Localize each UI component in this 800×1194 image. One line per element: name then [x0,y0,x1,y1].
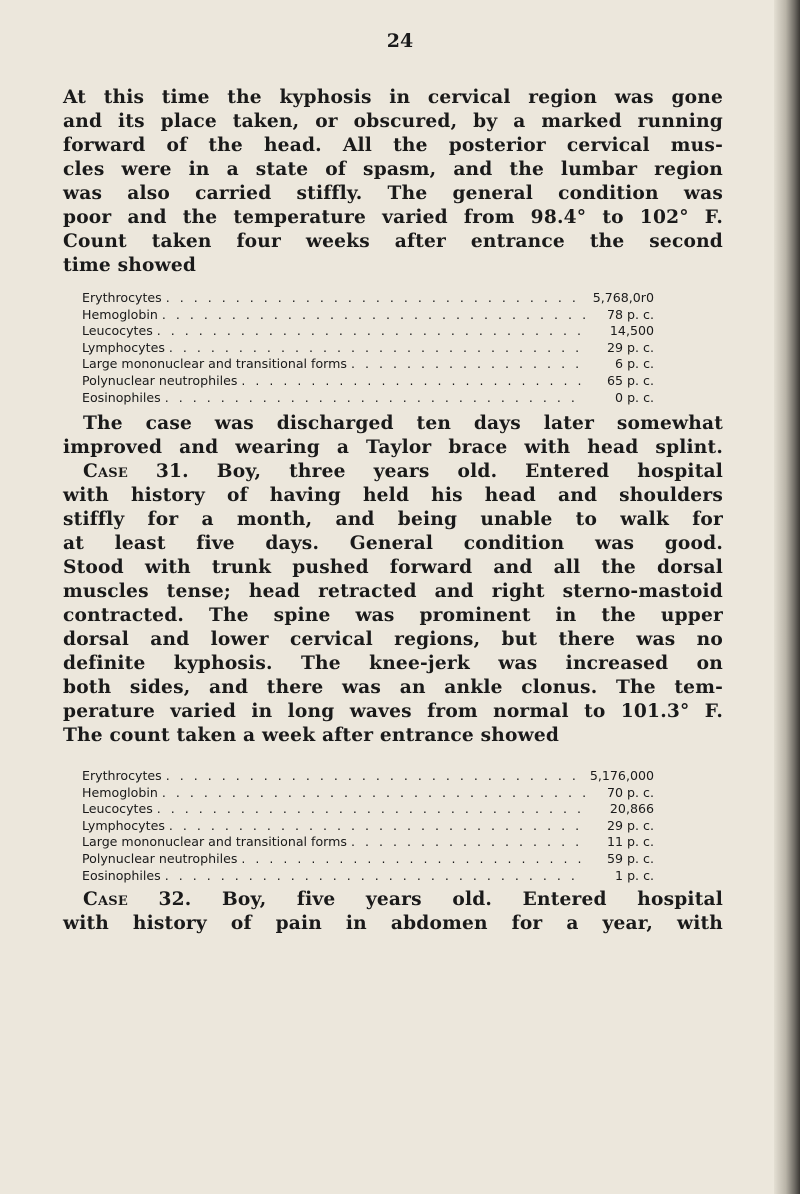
case-31-heading: Case 31. [83,461,189,482]
text-line: at least five days. General condition was good. [63,533,723,554]
row-label: Hemoglobin [82,784,158,800]
row-value: 11 p. c. [607,834,654,850]
row-value: 0 p. c. [615,389,654,405]
text-line: Boy, five years old. Entered hospital [221,889,723,910]
blood-count-table-1 [82,290,654,406]
table-row [82,801,654,818]
text-line: both sides, and there was an ankle clonus. The tem- [63,677,723,698]
case-32-first-line [63,888,723,912]
table-row [82,323,654,340]
case-31-first-line [63,460,723,484]
table-row [82,373,654,390]
leader-dots [347,834,586,851]
text-line: stiffly for a month, and being unable to walk for [63,509,723,530]
leader-dots [165,340,586,357]
row-value: 59 p. c. [607,850,654,866]
row-value: 5,768,0r0 [592,290,654,305]
blood-count-table-2 [82,768,654,884]
row-label: Erythrocytes [82,290,162,305]
table-row [82,834,654,851]
leader-dots [162,768,586,785]
row-label: Leucocytes [82,801,153,817]
text-line: perature varied in long waves from normal to 101.3° F. [63,701,723,722]
text-line: contracted. The spine was prominent in the upper [63,605,723,626]
row-value: 20,866 [609,801,654,817]
row-label: Erythrocytes [82,768,162,783]
text-line: poor and the temperature varied from 98.4° to 102° F. [63,207,723,228]
row-value: 14,500 [609,323,654,339]
table-row [82,390,654,407]
text-line: At this time the kyphosis in cervical region was gone [63,87,723,108]
row-label: Polynuclear neutrophiles [82,372,238,388]
row-label: Hemoglobin [82,306,158,322]
leader-dots [165,818,586,835]
text-line: Count taken four weeks after entrance the second [63,231,723,252]
row-value: 29 p. c. [607,339,654,355]
row-label: Leucocytes [82,323,153,339]
leader-dots [153,801,586,818]
leader-dots [161,390,586,407]
case-32-paragraph [63,888,723,936]
table-row [82,356,654,373]
row-value: 1 p. c. [615,867,654,883]
text-line: forward of the head. All the posterior cervical mus- [63,135,723,156]
paragraph-1 [63,86,723,278]
text-line: muscles tense; head retracted and right sterno-mastoid [63,581,723,602]
leader-dots [161,868,586,885]
table-row [82,818,654,835]
row-label: Eosinophiles [82,389,161,405]
row-value: 5,176,000 [589,768,654,783]
page-number: 24 [386,30,414,52]
text-line: and its place taken, or obscured, by a marked running [63,111,723,132]
row-label: Large mononuclear and transitional forms [82,356,347,372]
text-line: Boy, three years old. Entered hospital [216,461,723,482]
row-label: Lymphocytes [82,817,165,833]
table-row [82,768,654,785]
text-line: definite kyphosis. The knee-jerk was increased on [63,653,723,674]
case-32-heading: Case 32. [83,889,192,910]
text-line: The count taken a week after entrance showed [63,725,560,746]
row-value: 65 p. c. [607,372,654,388]
leader-dots [347,356,586,373]
leader-dots [153,323,586,340]
text-line: time showed [63,255,197,276]
row-value: 6 p. c. [615,356,654,372]
leader-dots [158,785,586,802]
row-value: 70 p. c. [607,784,654,800]
leader-dots [158,307,586,324]
text-line: dorsal and lower cervical regions, but there was no [63,629,723,650]
text-line: was also carried stiffly. The general condition was [63,183,723,204]
text-line: Stood with trunk pushed forward and all the dorsal [63,557,723,578]
row-value: 78 p. c. [607,306,654,322]
leader-dots [237,373,586,390]
table-row [82,868,654,885]
leader-dots [237,851,586,868]
row-label: Polynuclear neutrophiles [82,850,238,866]
table-row [82,851,654,868]
paragraph-2 [63,412,723,748]
text-line: improved and wearing a Taylor brace with head splint. [63,437,723,458]
row-label: Lymphocytes [82,339,165,355]
table-row [82,785,654,802]
text-line: cles were in a state of spasm, and the lumbar region [63,159,723,180]
leader-dots [162,290,586,307]
table-row [82,340,654,357]
row-label: Eosinophiles [82,867,161,883]
text-line: with history of having held his head and shoulders [63,485,723,506]
table-row [82,307,654,324]
table-row [82,290,654,307]
text-line: The case was discharged ten days later somewhat [83,413,723,434]
row-label: Large mononuclear and transitional forms [82,834,347,850]
row-value: 29 p. c. [607,817,654,833]
text-line: with history of pain in abdomen for a year, with [63,913,723,934]
page-edge-shadow [774,0,800,1194]
